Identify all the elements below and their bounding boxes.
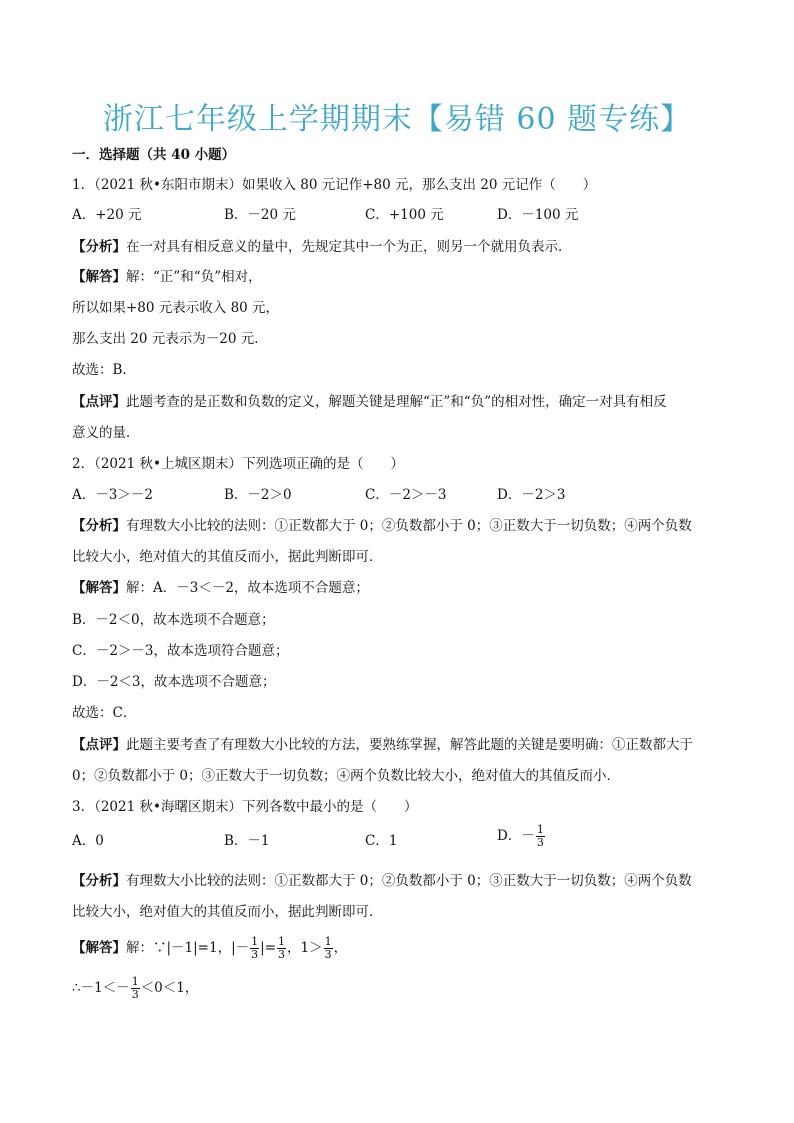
fraction — [250, 936, 259, 961]
fraction-numerator: 1 — [324, 935, 332, 948]
q3-option-c: C．1 — [365, 833, 398, 849]
comment-text: 此题主要考查了有理数大小比较的方法，要熟练掌握，解答此题的关键是要明确：①正数都大于 — [126, 737, 693, 753]
fraction — [536, 824, 545, 849]
answer-text: ＜0＜1， — [140, 980, 199, 996]
q1-answer-line-2: 所以如果+80 元表示收入 80 元， — [72, 300, 280, 316]
fraction-denominator: 3 — [324, 948, 332, 961]
section-heading: 一．选择题（共 40 小题） — [72, 147, 236, 163]
q1-answer-line-3: 那么支出 20 元表示为－20 元． — [72, 331, 268, 347]
q1-options — [72, 206, 672, 224]
q1-comment-line-2: 意义的量． — [72, 425, 140, 441]
q2-options — [72, 486, 672, 504]
analysis-tag: 【分析】 — [72, 239, 126, 255]
fraction-denominator: 3 — [536, 836, 544, 849]
analysis-text: 有理数大小比较的法则：①正数都大于 0；②负数都小于 0；③正数大于一切负数；④两个负数 — [126, 873, 692, 889]
q2-analysis-line-2: 比较大小，绝对值大的其值反而小，据此判断即可． — [72, 549, 383, 565]
fraction-numerator: 1 — [278, 935, 286, 948]
answer-tag: 【解答】 — [72, 940, 126, 956]
q3-option-d — [497, 824, 546, 849]
q2-answer-line-3: C．－2＞－3，故本选项符合题意； — [72, 643, 289, 659]
comment-text: 此题考查的是正数和负数的定义，解题关键是理解“正”和“负”的相对性，确定一对具有相反 — [126, 394, 667, 410]
answer-tag: 【解答】 — [72, 580, 126, 596]
q2-option-a: A．－3＞－2 — [72, 487, 153, 503]
fraction-denominator: 3 — [278, 948, 286, 961]
q2-comment-line-2: 0；②负数都小于 0；③正数大于一切负数；④两个负数比较大小，绝对值大的其值反而小． — [72, 768, 620, 784]
q2-answer-line-2: B．－2＜0，故本选项不合题意； — [72, 612, 275, 628]
answer-text: 解：“正”和“负”相对， — [126, 269, 262, 285]
q3-answer-line-2 — [72, 976, 198, 1001]
q1-option-b: B．－20 元 — [224, 207, 296, 223]
fraction — [131, 976, 140, 1001]
q2-option-d: D．－2＞3 — [497, 487, 566, 503]
fraction-denominator: 3 — [131, 988, 139, 1001]
answer-text: 解：A．－3＜－2，故本选项不合题意； — [126, 580, 369, 596]
answer-text: 解：∵|－1|=1，|－ — [126, 940, 250, 956]
page-title: 浙江七年级上学期期末【易错 60 题专练】 — [102, 102, 692, 137]
q2-comment-line-1 — [72, 736, 693, 754]
q2-analysis-line-1 — [72, 517, 692, 535]
q3-options — [72, 823, 672, 858]
fraction-numerator: 1 — [536, 823, 544, 836]
q1-option-a: A．+20 元 — [72, 207, 142, 223]
q1-answer-line-1 — [72, 268, 262, 286]
fraction-numerator: 1 — [251, 935, 259, 948]
analysis-text: 在一对具有相反意义的量中，先规定其中一个为正，则另一个就用负表示． — [126, 239, 572, 255]
q2-answer-line-5: 故选：C． — [72, 705, 137, 721]
q3-stem: 3．（2021 秋•海曙区期末）下列各数中最小的是（ ） — [72, 799, 418, 815]
q3-option-b: B．－1 — [224, 833, 270, 849]
q1-comment-line-1 — [72, 393, 667, 411]
analysis-tag: 【分析】 — [72, 518, 126, 534]
q2-answer-line-1 — [72, 579, 369, 597]
analysis-tag: 【分析】 — [72, 873, 126, 889]
answer-text: ，1＞ — [287, 940, 323, 956]
q1-analysis — [72, 238, 572, 256]
q1-answer-line-4: 故选：B． — [72, 362, 136, 378]
fraction — [277, 936, 286, 961]
q3-answer-line-1 — [72, 936, 347, 961]
q2-option-c: C．－2＞－3 — [365, 487, 447, 503]
q3-analysis-line-1 — [72, 872, 692, 890]
answer-text: ∴－1＜－ — [72, 980, 130, 996]
q1-option-d: D．－100 元 — [497, 207, 579, 223]
comment-tag: 【点评】 — [72, 737, 126, 753]
analysis-text: 有理数大小比较的法则：①正数都大于 0；②负数都小于 0；③正数大于一切负数；④两个负数 — [126, 518, 692, 534]
q2-answer-line-4: D．－2＜3，故本选项不合题意； — [72, 674, 276, 690]
answer-text: |= — [260, 940, 277, 956]
q3-analysis-line-2: 比较大小，绝对值大的其值反而小，据此判断即可． — [72, 904, 383, 920]
comment-tag: 【点评】 — [72, 394, 126, 410]
fraction-denominator: 3 — [251, 948, 259, 961]
q3-option-a: A．0 — [72, 833, 104, 849]
option-d-prefix: D．－ — [497, 828, 535, 844]
q2-option-b: B．－2＞0 — [224, 487, 292, 503]
q1-option-c: C．+100 元 — [365, 207, 444, 223]
fraction — [324, 936, 333, 961]
q2-stem: 2．（2021 秋•上城区期末）下列选项正确的是（ ） — [72, 456, 404, 472]
q1-stem: 1．（2021 秋•东阳市期末）如果收入 80 元记作+80 元，那么支出 20 元记作（ ） — [72, 177, 597, 193]
fraction-numerator: 1 — [131, 975, 139, 988]
answer-tag: 【解答】 — [72, 269, 126, 285]
answer-text: ， — [333, 940, 348, 956]
